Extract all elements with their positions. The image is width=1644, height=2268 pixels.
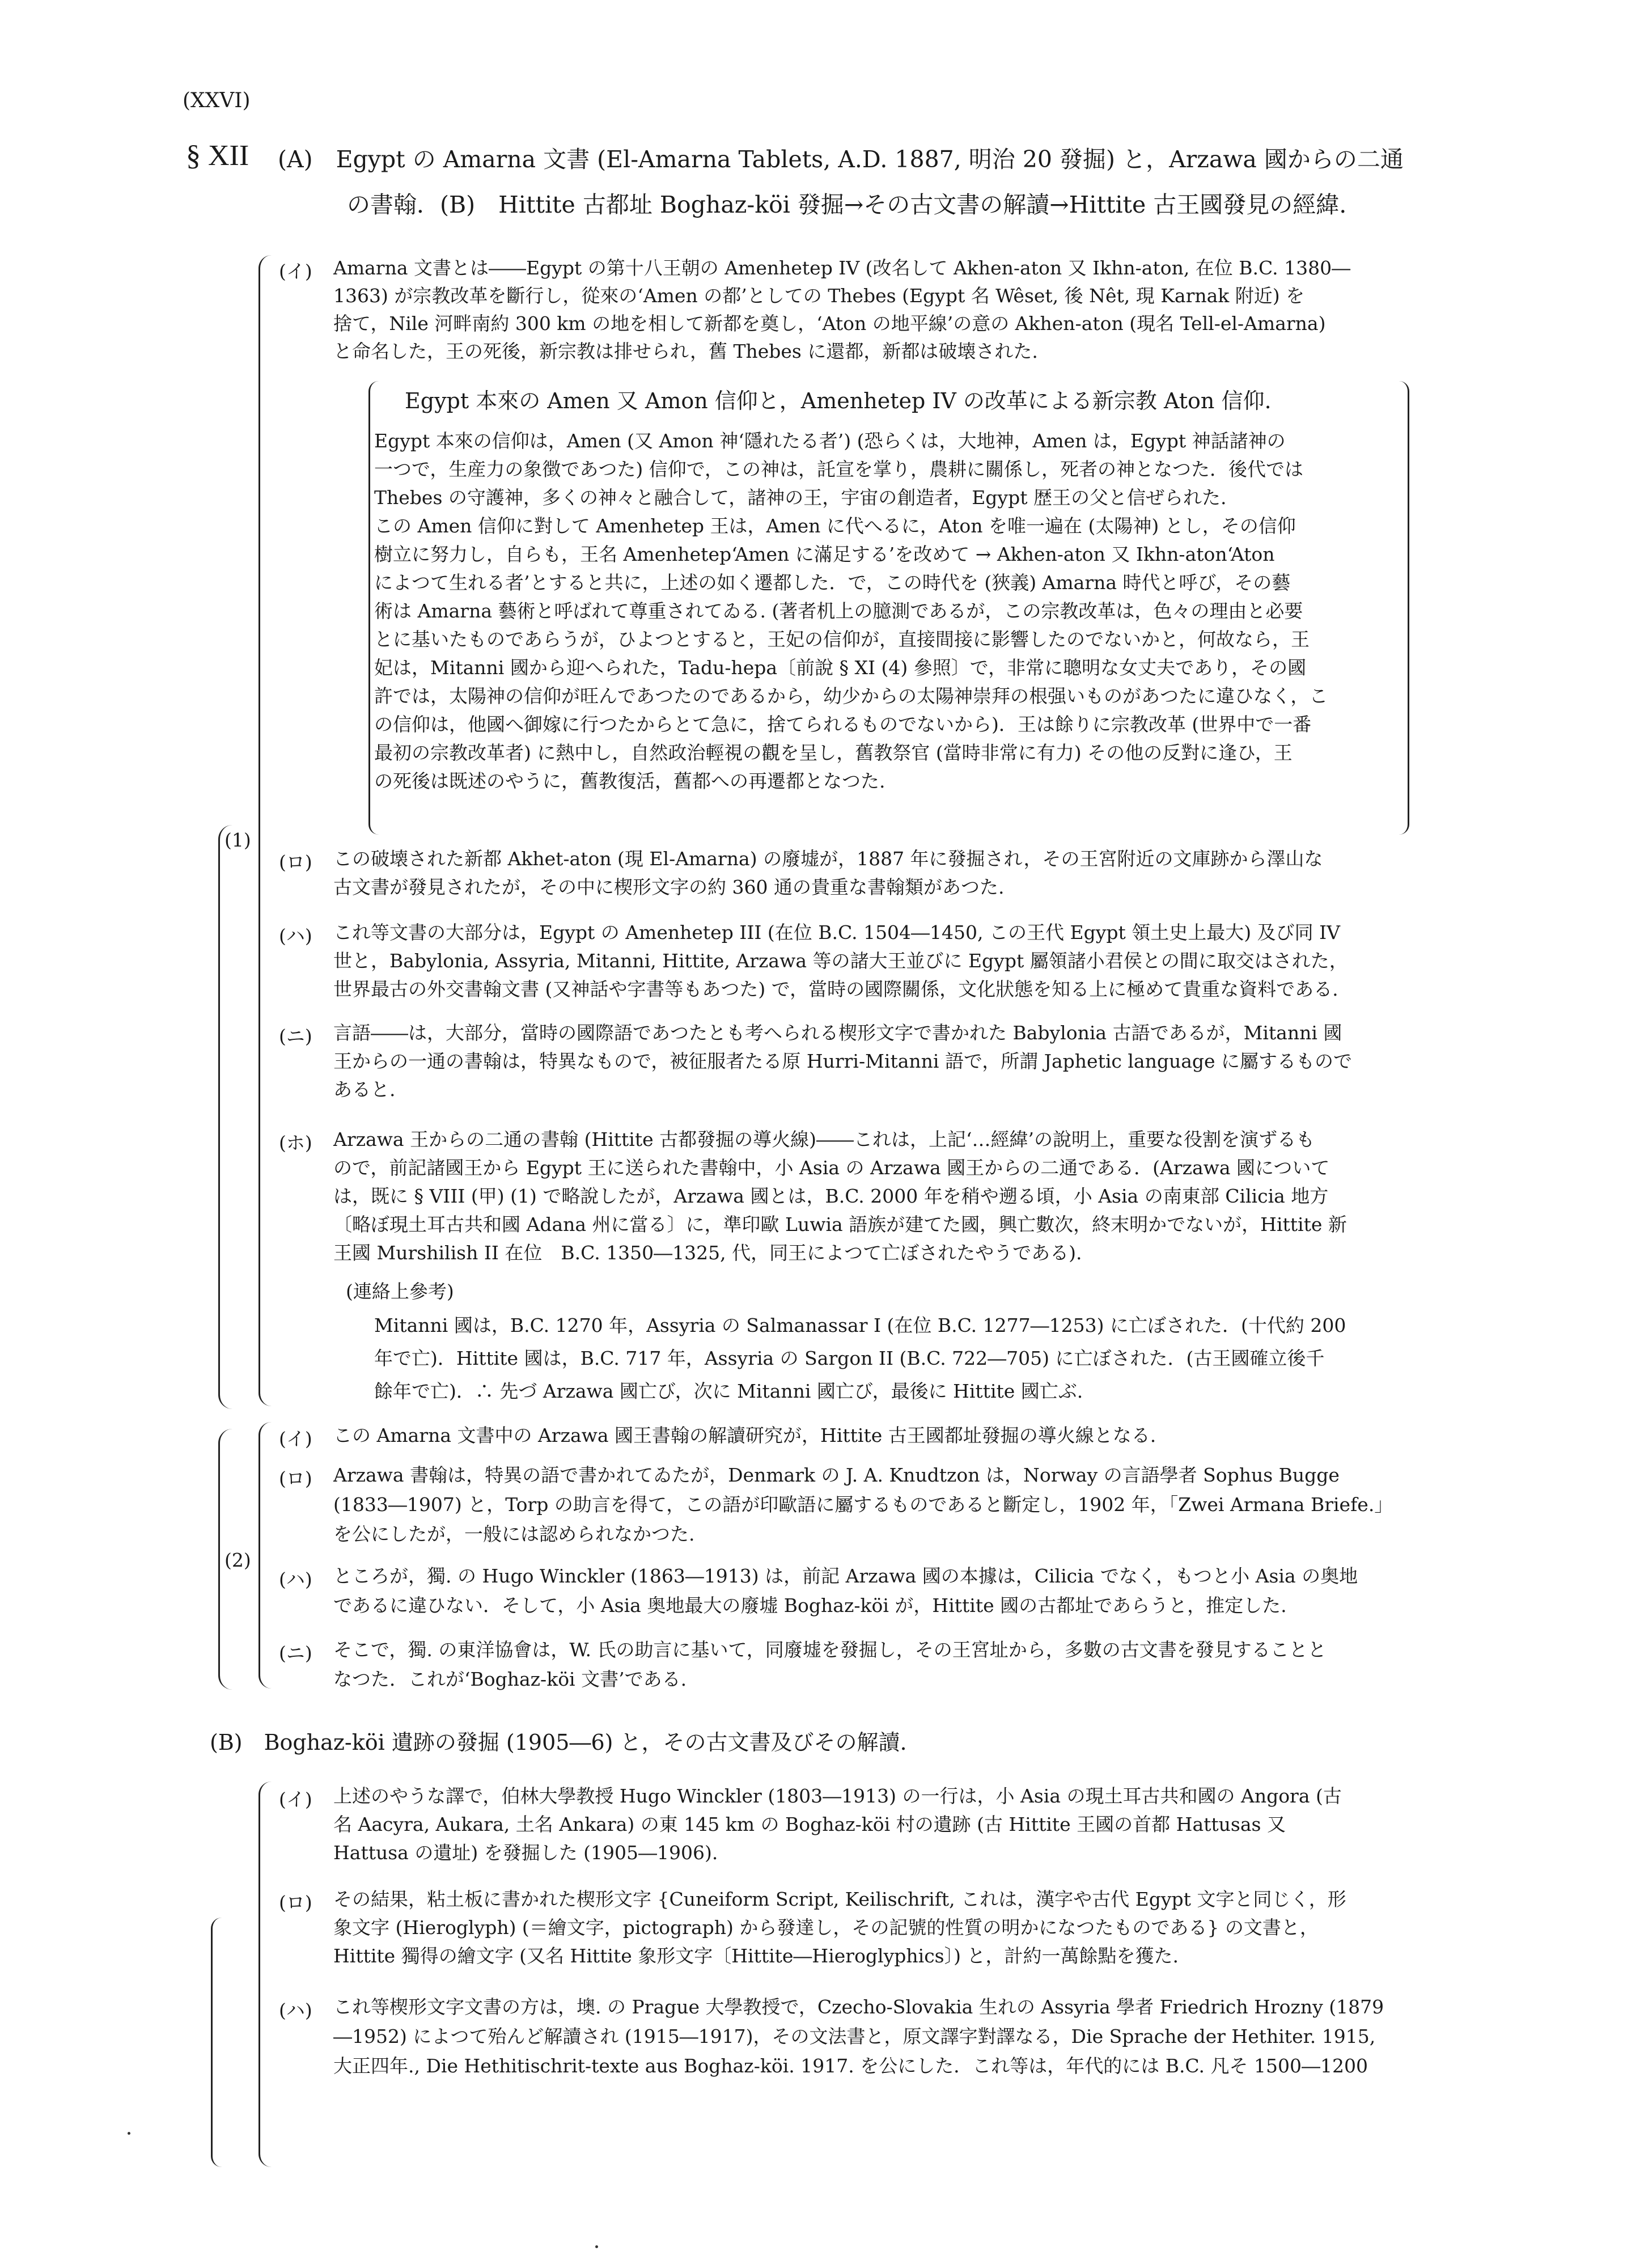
part-b-ro-line: Hittite 獨得の繪文字 (又名 Hittite 象形文字〔Hittite―Hieroglyphics〕) と，計約一萬餘點を獲た.: [333, 1945, 1179, 1967]
scan-speck: [128, 2132, 130, 2135]
aton-note-line: 妃は，Mitanni 國から迎へられた，Tadu-hepa〔前說 § XI (4) 參照〕で，非常に聰明な女丈夫であり，その國: [374, 657, 1307, 679]
part-b-ha-line: 大正四年., Die Hethitischrit-texte aus Boghaz-köi. 1917. を公にした．これ等は，年代的には B.C. 凡そ 1500―1200: [333, 2055, 1368, 2077]
part1-ho-line: は，既に § VIII (甲) (1) で略說したが，Arzawa 國とは，B.C. 2000 年を稍や遡る頃，小 Asia の南東部 Cilicia 地方: [333, 1185, 1329, 1207]
part-b-ha-line: これ等楔形文字文書の方は，墺. の Prague 大學教授で，Czecho-Slovakia 生れの Assyria 學者 Friedrich Hrozny (1879: [333, 1996, 1384, 2018]
aton-note-line: 術は Amarna 藝術と呼ばれて尊重されてゐる. (著者机上の臆測であるが，この宗教改革は，色々の理由と必要: [374, 600, 1303, 622]
aton-note-line: の信仰は，他國へ御嫁に行つたからとて急に，捨てられるものでないから)．王は餘りに宗教改革 (世界中で一番: [374, 713, 1312, 735]
part1-ho-mark: (ホ): [279, 1132, 312, 1154]
aton-note-line: の死後は既述のやうに，舊教復活，舊都への再遷都となつた.: [374, 770, 885, 792]
part1-ho-line: ので，前記諸國王から Egypt 王に送られた書翰中，小 Asia の Arzawa 國王からの二通である．(Arzawa 國について: [333, 1157, 1330, 1179]
aton-note-title: Egypt 本來の Amen 又 Amon 信仰と，Amenhetep IV の改革による新宗教 Aton 信仰.: [405, 388, 1272, 413]
part-b-ha-line: ―1952) によつて殆んど解讀され (1915―1917)，その文法書と，原文譯字對譯なる，Die Sprache der Hethiter. 1915,: [333, 2025, 1376, 2047]
part2-ro-line: Arzawa 書翰は，特異の語で書かれてゐたが，Denmark の J. A. Knudtzon は，Norway の言語學者 Sophus Bugge: [333, 1464, 1340, 1486]
scan-speck: [595, 2245, 598, 2248]
part1-ro-line: この破壊された新都 Akhet-aton (現 El-Amarna) の廢墟が，1887 年に發掘され，その王宮附近の文庫跡から澤山な: [333, 848, 1323, 870]
part1-ha-line: これ等文書の大部分は，Egypt の Amenhetep III (在位 B.C. 1504―1450, この王代 Egypt 領土史上最大) 及び同 IV: [333, 921, 1340, 943]
part-b-outer-brace: [211, 1918, 222, 2167]
part2-ro-line: を公にしたが，一般には認められなかつた.: [333, 1523, 695, 1545]
part1-ha-line: 世と，Babylonia, Assyria, Mitanni, Hittite, Arzawa 等の諸大王並びに Egypt 屬領諸小君侯との間に取交はされた，: [333, 950, 1348, 972]
part1-ro-mark: (ロ): [279, 851, 312, 873]
section-b-heading: (B) Boghaz-köi 遺跡の發掘 (1905―6) と，その古文書及びその解讀.: [210, 1730, 907, 1755]
aton-note-line: Egypt 本來の信仰は，Amen (又 Amon 神‘隱れたる者’) (恐らくは，大地神，Amen は，Egypt 神話諸神の: [374, 430, 1286, 452]
part1-label: (1): [224, 829, 251, 851]
part-b-ha-mark: (ハ): [279, 1999, 312, 2021]
aton-note-line: によつて生れる者’とすると共に，上述の如く遷都した．で，この時代を (狹義) Amarna 時代と呼び，その藝: [374, 572, 1291, 594]
aton-note-line: とに基いたものであらうが，ひよつとすると，王妃の信仰が，直接間接に影響したのでないかと，何故なら，王: [374, 628, 1310, 650]
reference-line: 年で亡)．Hittite 國は，B.C. 717 年，Assyria の Sargon II (B.C. 722―705) に亡ぼされた．(古王國確立後千: [374, 1347, 1325, 1369]
part2-i-line: この Amarna 文書中の Arzawa 國王書翰の解讀研究が，Hittite 古王國都址發掘の導火線となる.: [333, 1424, 1156, 1446]
part1-ha-mark: (ハ): [279, 925, 312, 947]
part1-ho-line: Arzawa 王からの二通の書翰 (Hittite 古都發掘の導火線)――これは，上記‘…經緯’の說明上，重要な役割を演ずるも: [333, 1128, 1315, 1150]
part1-ro-line: 古文書が發見されたが，その中に楔形文字の約 360 通の貴重な書翰類があつた.: [333, 876, 1005, 898]
part1-i-line: 捨て，Nile 河畔南約 300 km の地を相して新都を奠し，‘Aton の地平線’の意の Akhen-aton (現名 Tell-el-Amarna): [333, 312, 1326, 335]
part2-items-brace: [259, 1422, 272, 1689]
part2-label: (2): [224, 1549, 251, 1571]
aton-note-line: Thebes の守護神，多くの神々と融合して，諸神の王，宇宙の創造者，Egypt 歴王の父と信ぜられた.: [374, 486, 1227, 509]
section-number: § XII: [186, 139, 249, 172]
part1-items-brace: [259, 255, 272, 1406]
reference-line: Mitanni 國は，B.C. 1270 年，Assyria の Salmanassar I (在位 B.C. 1277―1253) に亡ぼされた．(十代約 200: [374, 1314, 1346, 1336]
section-heading-line-2: の書翰．(B) Hittite 古都址 Boghaz-köi 發掘→その古文書の解讀→Hittite 古王國發見の經緯.: [347, 191, 1347, 218]
part2-ro-line: (1833―1907) と，Torp の助言を得て，この語が印歐語に屬するものであると斷定し，1902 年，「Zwei Armana Briefe.」: [333, 1493, 1393, 1516]
part2-ha-line: であるに違ひない．そして，小 Asia 奥地最大の廢墟 Boghaz-köi が，Hittite 國の古都址であらうと，推定した.: [333, 1594, 1287, 1617]
part1-brace: [218, 825, 232, 1409]
part1-i-line: Amarna 文書とは――Egypt の第十八王朝の Amenhetep IV (改名して Akhen-aton 又 Ikhn-aton, 在位 B.C. 1380―: [333, 257, 1351, 279]
part2-ni-line: なつた．これが‘Boghaz-köi 文書’である.: [333, 1668, 687, 1690]
part-b-ro-mark: (ロ): [279, 1892, 312, 1914]
section-heading-line-1: (A) Egypt の Amarna 文書 (El-Amarna Tablets, A.D. 1887, 明治 20 發掘) と，Arzawa 國からの二通: [278, 146, 1404, 173]
part1-ho-line: 王國 Murshilish II 在位 B.C. 1350―1325, 代，同王によつて亡ぼされたやうである).: [333, 1242, 1082, 1264]
page-number: (XXVI): [183, 89, 251, 112]
part1-i-mark: (イ): [279, 260, 312, 282]
part-b-i-line: 上述のやうな譯で，伯林大學教授 Hugo Winckler (1803―1913) の一行は，小 Asia の現土耳古共和國の Angora (古: [333, 1785, 1342, 1807]
aton-note-line: この Amen 信仰に對して Amenhetep 王は，Amen に代へるに，Aton を唯一遍在 (太陽神) とし，その信仰: [374, 515, 1296, 537]
part-b-ro-line: 象文字 (Hieroglyph) (＝繪文字，pictograph) から發達し，その記號的性質の明かになつたものである} の文書と，: [333, 1916, 1319, 1939]
part-b-ro-line: その結果，粘土板に書かれた楔形文字 {Cuneiform Script, Keilischrift, これは，漢字や古代 Egypt 文字と同じく，形: [333, 1888, 1346, 1910]
part2-ha-line: ところが，獨. の Hugo Winckler (1863―1913) は，前記 Arzawa 國の本據は，Cilicia でなく，もつと小 Asia の奥地: [333, 1565, 1358, 1587]
part1-ho-line: 〔略ぼ現土耳古共和國 Adana 州に當る〕に，準印歐 Luwia 語族が建てた國，興亡數次，終末明かでないが，Hittite 新: [333, 1213, 1347, 1235]
part-b-i-line: 名 Aacyra, Aukara, 土名 Ankara) の東 145 km の Boghaz-köi 村の遺跡 (古 Hittite 王國の首都 Hattusas 又: [333, 1813, 1286, 1835]
part-b-items-brace: [259, 1782, 272, 2167]
reference-heading: (連絡上參考): [346, 1280, 454, 1302]
part2-ro-mark: (ロ): [279, 1467, 312, 1490]
aton-note-line: 許では，太陽神の信仰が旺んであつたのであるから，幼少からの太陽神崇拜の根强いものがあつたに違ひなく，こ: [374, 685, 1328, 707]
aton-note-line: 最初の宗教改革者) に熱中し，自然政治輕視の觀を呈し，舊教祭官 (當時非常に有力) その他の反對に逢ひ，王: [374, 742, 1293, 764]
part2-ni-mark: (ニ): [279, 1642, 312, 1664]
part1-ni-line: あると.: [333, 1078, 396, 1101]
part1-ha-line: 世界最古の外交書翰文書 (又神話や字書等もあつた) で，當時の國際關係，文化狀態を知る上に極めて貴重な資料である.: [333, 978, 1338, 1000]
aton-note-line: 一つで，生産力の象徴であつた) 信仰で，この神は，託宣を掌り，農耕に關係し，死者の神となつた．後代では: [374, 458, 1304, 480]
part2-ni-line: そこで，獨. の東洋協會は，W. 氏の助言に基いて，同廢墟を發掘し，その王宮址から，多數の古文書を發見することと: [333, 1639, 1327, 1661]
part2-i-mark: (イ): [279, 1428, 312, 1450]
part-b-i-mark: (イ): [279, 1788, 312, 1810]
part1-ni-mark: (ニ): [279, 1025, 312, 1047]
aton-note-line: 樹立に努力し，自らも，王名 Amenhetep‘Amen に滿足する’を改めて → Akhen-aton 又 Ikhn-aton‘Aton: [374, 543, 1275, 565]
part1-ni-line: 王からの一通の書翰は，特異なもので，被征服者たる原 Hurri-Mitanni 語で，所謂 Japhetic language に屬するもので: [333, 1050, 1353, 1072]
part-b-i-line: Hattusa の遺址) を發掘した (1905―1906).: [333, 1842, 718, 1864]
part1-ni-line: 言語――は，大部分，當時の國際語であつたとも考へられる楔形文字で書かれた Babylonia 古語であるが，Mitanni 國: [333, 1022, 1342, 1044]
part2-ha-mark: (ハ): [279, 1568, 312, 1590]
part1-i-line: と命名した，王の死後，新宗教は排せられ，舊 Thebes に還都，新都は破壊された.: [333, 340, 1038, 362]
reference-line: 餘年で亡)．∴ 先づ Arzawa 國亡び，次に Mitanni 國亡び，最後に Hittite 國亡ぶ.: [374, 1380, 1083, 1402]
part1-i-line: 1363) が宗教改革を斷行し，從來の‘Amen の都’としての Thebes (Egypt 名 Wêset, 後 Nêt, 現 Karnak 附近) を: [333, 285, 1305, 307]
